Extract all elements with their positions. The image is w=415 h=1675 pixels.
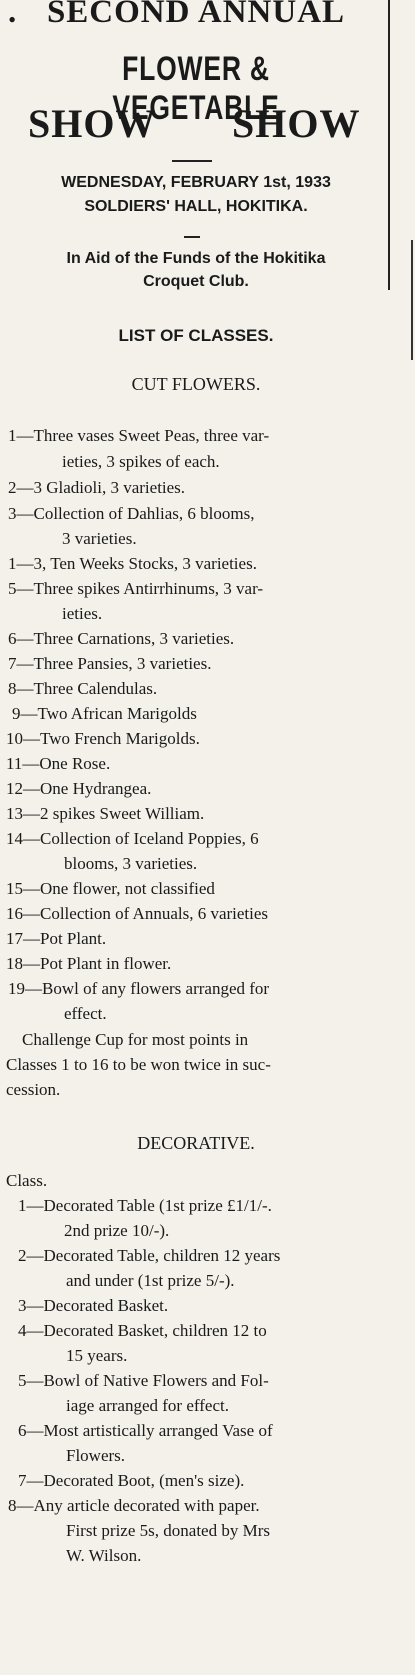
title-line-1: . SECOND ANNUAL: [0, 0, 392, 31]
challenge-cup-line: Classes 1 to 16 to be won twice in suc-: [6, 1055, 271, 1074]
venue-line: SOLDIERS' HALL, HOKITIKA.: [84, 198, 308, 215]
column-rule: [388, 0, 390, 290]
class-line: ieties.: [62, 604, 103, 623]
class-line: 15—One flower, not classified: [6, 879, 215, 898]
class-line: 13—2 spikes Sweet William.: [6, 804, 205, 823]
class-line: Flowers.: [66, 1446, 126, 1465]
class-line: 12—One Hydrangea.: [6, 779, 152, 798]
class-line: 3—Decorated Basket.: [18, 1296, 169, 1315]
class-line: W. Wilson.: [66, 1546, 142, 1565]
class-line: 2nd prize 10/-).: [64, 1221, 170, 1240]
class-line: 7—Three Pansies, 3 varieties.: [8, 654, 212, 673]
class-line: and under (1st prize 5/-).: [66, 1271, 235, 1290]
divider: [184, 236, 200, 238]
class-line: 3 varieties.: [62, 529, 137, 548]
divider: [172, 160, 212, 162]
class-line: 19—Bowl of any flowers arranged for: [8, 979, 270, 998]
class-line: 2—Decorated Table, children 12 years: [18, 1246, 281, 1265]
class-line: 14—Collection of Iceland Poppies, 6: [6, 829, 259, 848]
class-line: 1—Three vases Sweet Peas, three var-: [8, 426, 270, 445]
class-line: 11—One Rose.: [6, 754, 111, 773]
class-line: 6—Most artistically arranged Vase of: [18, 1421, 273, 1440]
class-line: 18—Pot Plant in flower.: [6, 954, 172, 973]
class-line: 4—Decorated Basket, children 12 to: [18, 1321, 267, 1340]
show-word-left: SHOW: [28, 101, 157, 146]
challenge-cup-line: cession.: [6, 1080, 61, 1099]
aid-line-2: Croquet Club.: [143, 273, 249, 290]
decorative-heading: DECORATIVE.: [137, 1133, 255, 1153]
stray-dot: .: [8, 0, 18, 30]
cut-flowers-heading: CUT FLOWERS.: [131, 374, 261, 394]
class-line: 2—3 Gladioli, 3 varieties.: [8, 478, 186, 497]
class-line: ieties, 3 spikes of each.: [62, 452, 220, 471]
class-line: effect.: [64, 1004, 107, 1023]
list-of-classes-heading: LIST OF CLASSES.: [118, 326, 274, 345]
class-line: blooms, 3 varieties.: [64, 854, 198, 873]
class-line: 6—Three Carnations, 3 varieties.: [8, 629, 235, 648]
challenge-cup-line: Challenge Cup for most points in: [22, 1030, 249, 1049]
class-line: 1—Decorated Table (1st prize £1/1/-.: [18, 1196, 272, 1215]
date-line: WEDNESDAY, FEBRUARY 1st, 1933: [61, 174, 331, 191]
class-label: Class.: [6, 1171, 48, 1190]
title-line-2: FLOWER & VEGETABLE: [112, 50, 280, 127]
class-line: 1—3, Ten Weeks Stocks, 3 varieties.: [8, 554, 257, 573]
column-rule: [411, 240, 413, 360]
class-line: First prize 5s, donated by Mrs: [66, 1521, 270, 1540]
aid-line-1: In Aid of the Funds of the Hokitika: [66, 250, 326, 267]
class-line: 8—Three Calendulas.: [8, 679, 158, 698]
class-line: 9—Two African Marigolds: [12, 704, 197, 723]
class-line: 17—Pot Plant.: [6, 929, 107, 948]
class-line: 5—Bowl of Native Flowers and Fol-: [18, 1371, 269, 1390]
show-word-right: SHOW: [232, 101, 361, 146]
class-line: 10—Two French Marigolds.: [6, 729, 200, 748]
class-line: 16—Collection of Annuals, 6 varieties: [6, 904, 269, 923]
class-line: iage arranged for effect.: [66, 1396, 229, 1415]
class-line: 15 years.: [66, 1346, 128, 1365]
class-line: 7—Decorated Boot, (men's size).: [18, 1471, 245, 1490]
class-line: 5—Three spikes Antirrhinums, 3 var-: [8, 579, 264, 598]
class-line: 3—Collection of Dahlias, 6 blooms,: [8, 504, 255, 523]
class-line: 8—Any article decorated with paper.: [8, 1496, 260, 1515]
